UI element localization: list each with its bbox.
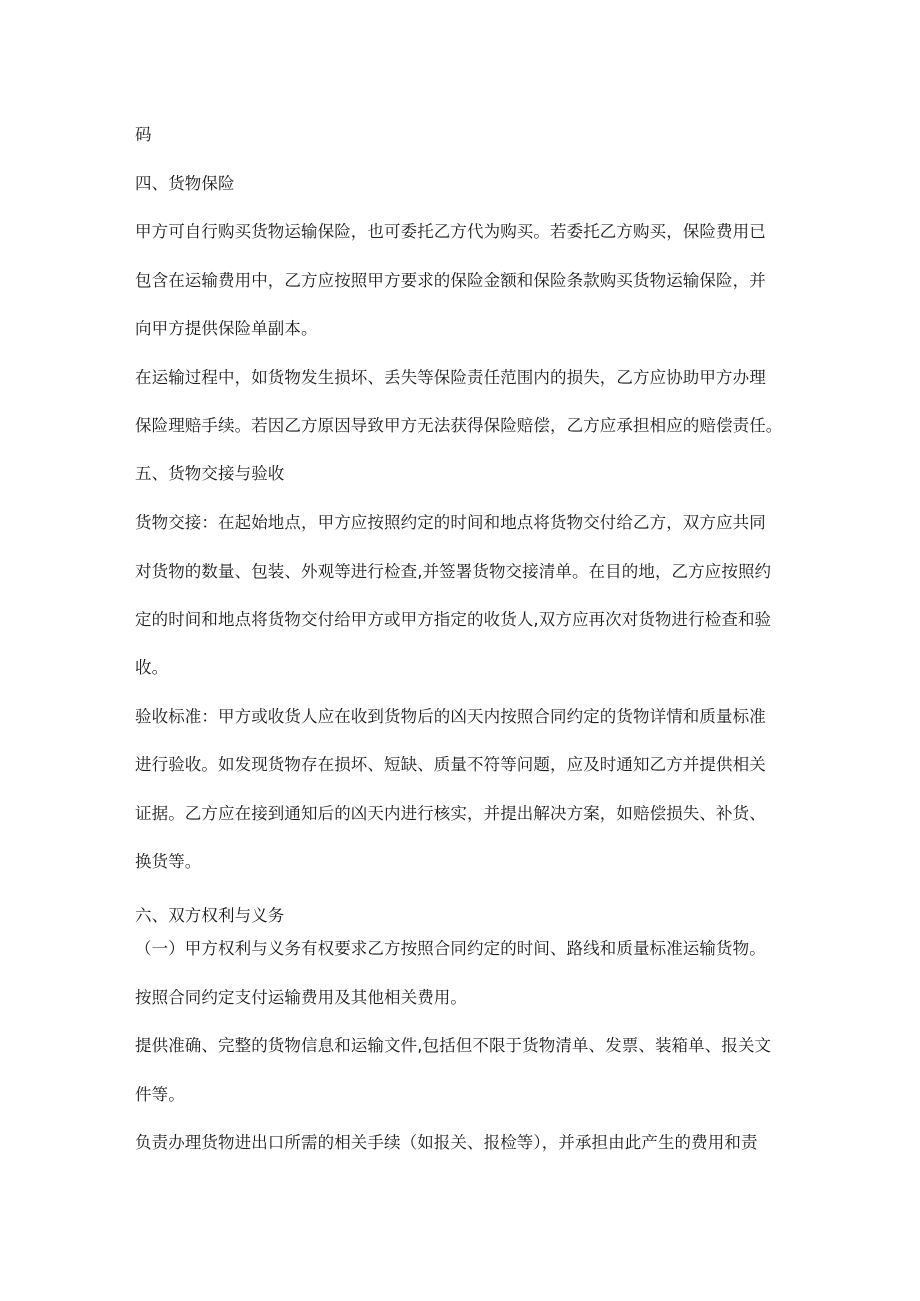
text-line: 向甲方提供保险单副本。 [135,319,318,338]
text-line: 包含在运输费用中，乙方应按照甲方要求的保险金额和保险条款购买货物运输保险，并 [135,271,766,290]
text-line: 提供准确、完整的货物信息和运输文件,包括但不限于货物清单、发票、装箱单、报关文 [135,1036,772,1055]
text-line: 收。 [135,658,169,677]
text-line: 码 [135,125,152,144]
text-line: 在运输过程中，如货物发生损坏、丢失等保险责任范围内的损失，乙方应协助甲方办理 [135,368,766,387]
section-heading: 六、双方权利与义务 [135,906,285,925]
section-heading: 五、货物交接与验收 [135,464,285,483]
text-line: 对货物的数量、包装、外观等进行检查,并签署货物交接清单。在目的地，乙方应按照约 [135,562,772,581]
text-line: 货物交接：在起始地点，甲方应按照约定的时间和地点将货物交付给乙方，双方应共同 [135,513,766,532]
text-line: 定的时间和地点将货物交付给甲方或甲方指定的收货人,双方应再次对货物进行检查和验 [135,610,772,629]
text-line: 进行验收。如发现货物存在损坏、短缺、质量不符等问题，应及时通知乙方并提供相关 [135,755,766,774]
text-line: 甲方可自行购买货物运输保险，也可委托乙方代为购买。若委托乙方购买，保险费用已 [135,222,766,241]
text-line: 换货等。 [135,852,202,871]
text-line: 按照合同约定支付运输费用及其他相关费用。 [135,988,467,1007]
section-heading: 四、货物保险 [135,174,235,193]
text-line: 证据。乙方应在接到通知后的凶天内进行核实，并提出解决方案，如赔偿损失、补货、 [135,804,766,823]
text-line: 验收标准：甲方或收货人应在收到货物后的凶天内按照合同约定的货物详情和质量标准 [135,707,766,726]
text-line: （一）甲方权利与义务有权要求乙方按照合同约定的时间、路线和质量标准运输货物。 [135,939,766,958]
text-line: 件等。 [135,1085,185,1104]
text-line: 保险理赔手续。若因乙方原因导致甲方无法获得保险赔偿，乙方应承担相应的赔偿责任。 [135,416,783,435]
text-line: 负责办理货物进出口所需的相关手续（如报关、报检等），并承担由此产生的费用和责 [135,1133,758,1152]
